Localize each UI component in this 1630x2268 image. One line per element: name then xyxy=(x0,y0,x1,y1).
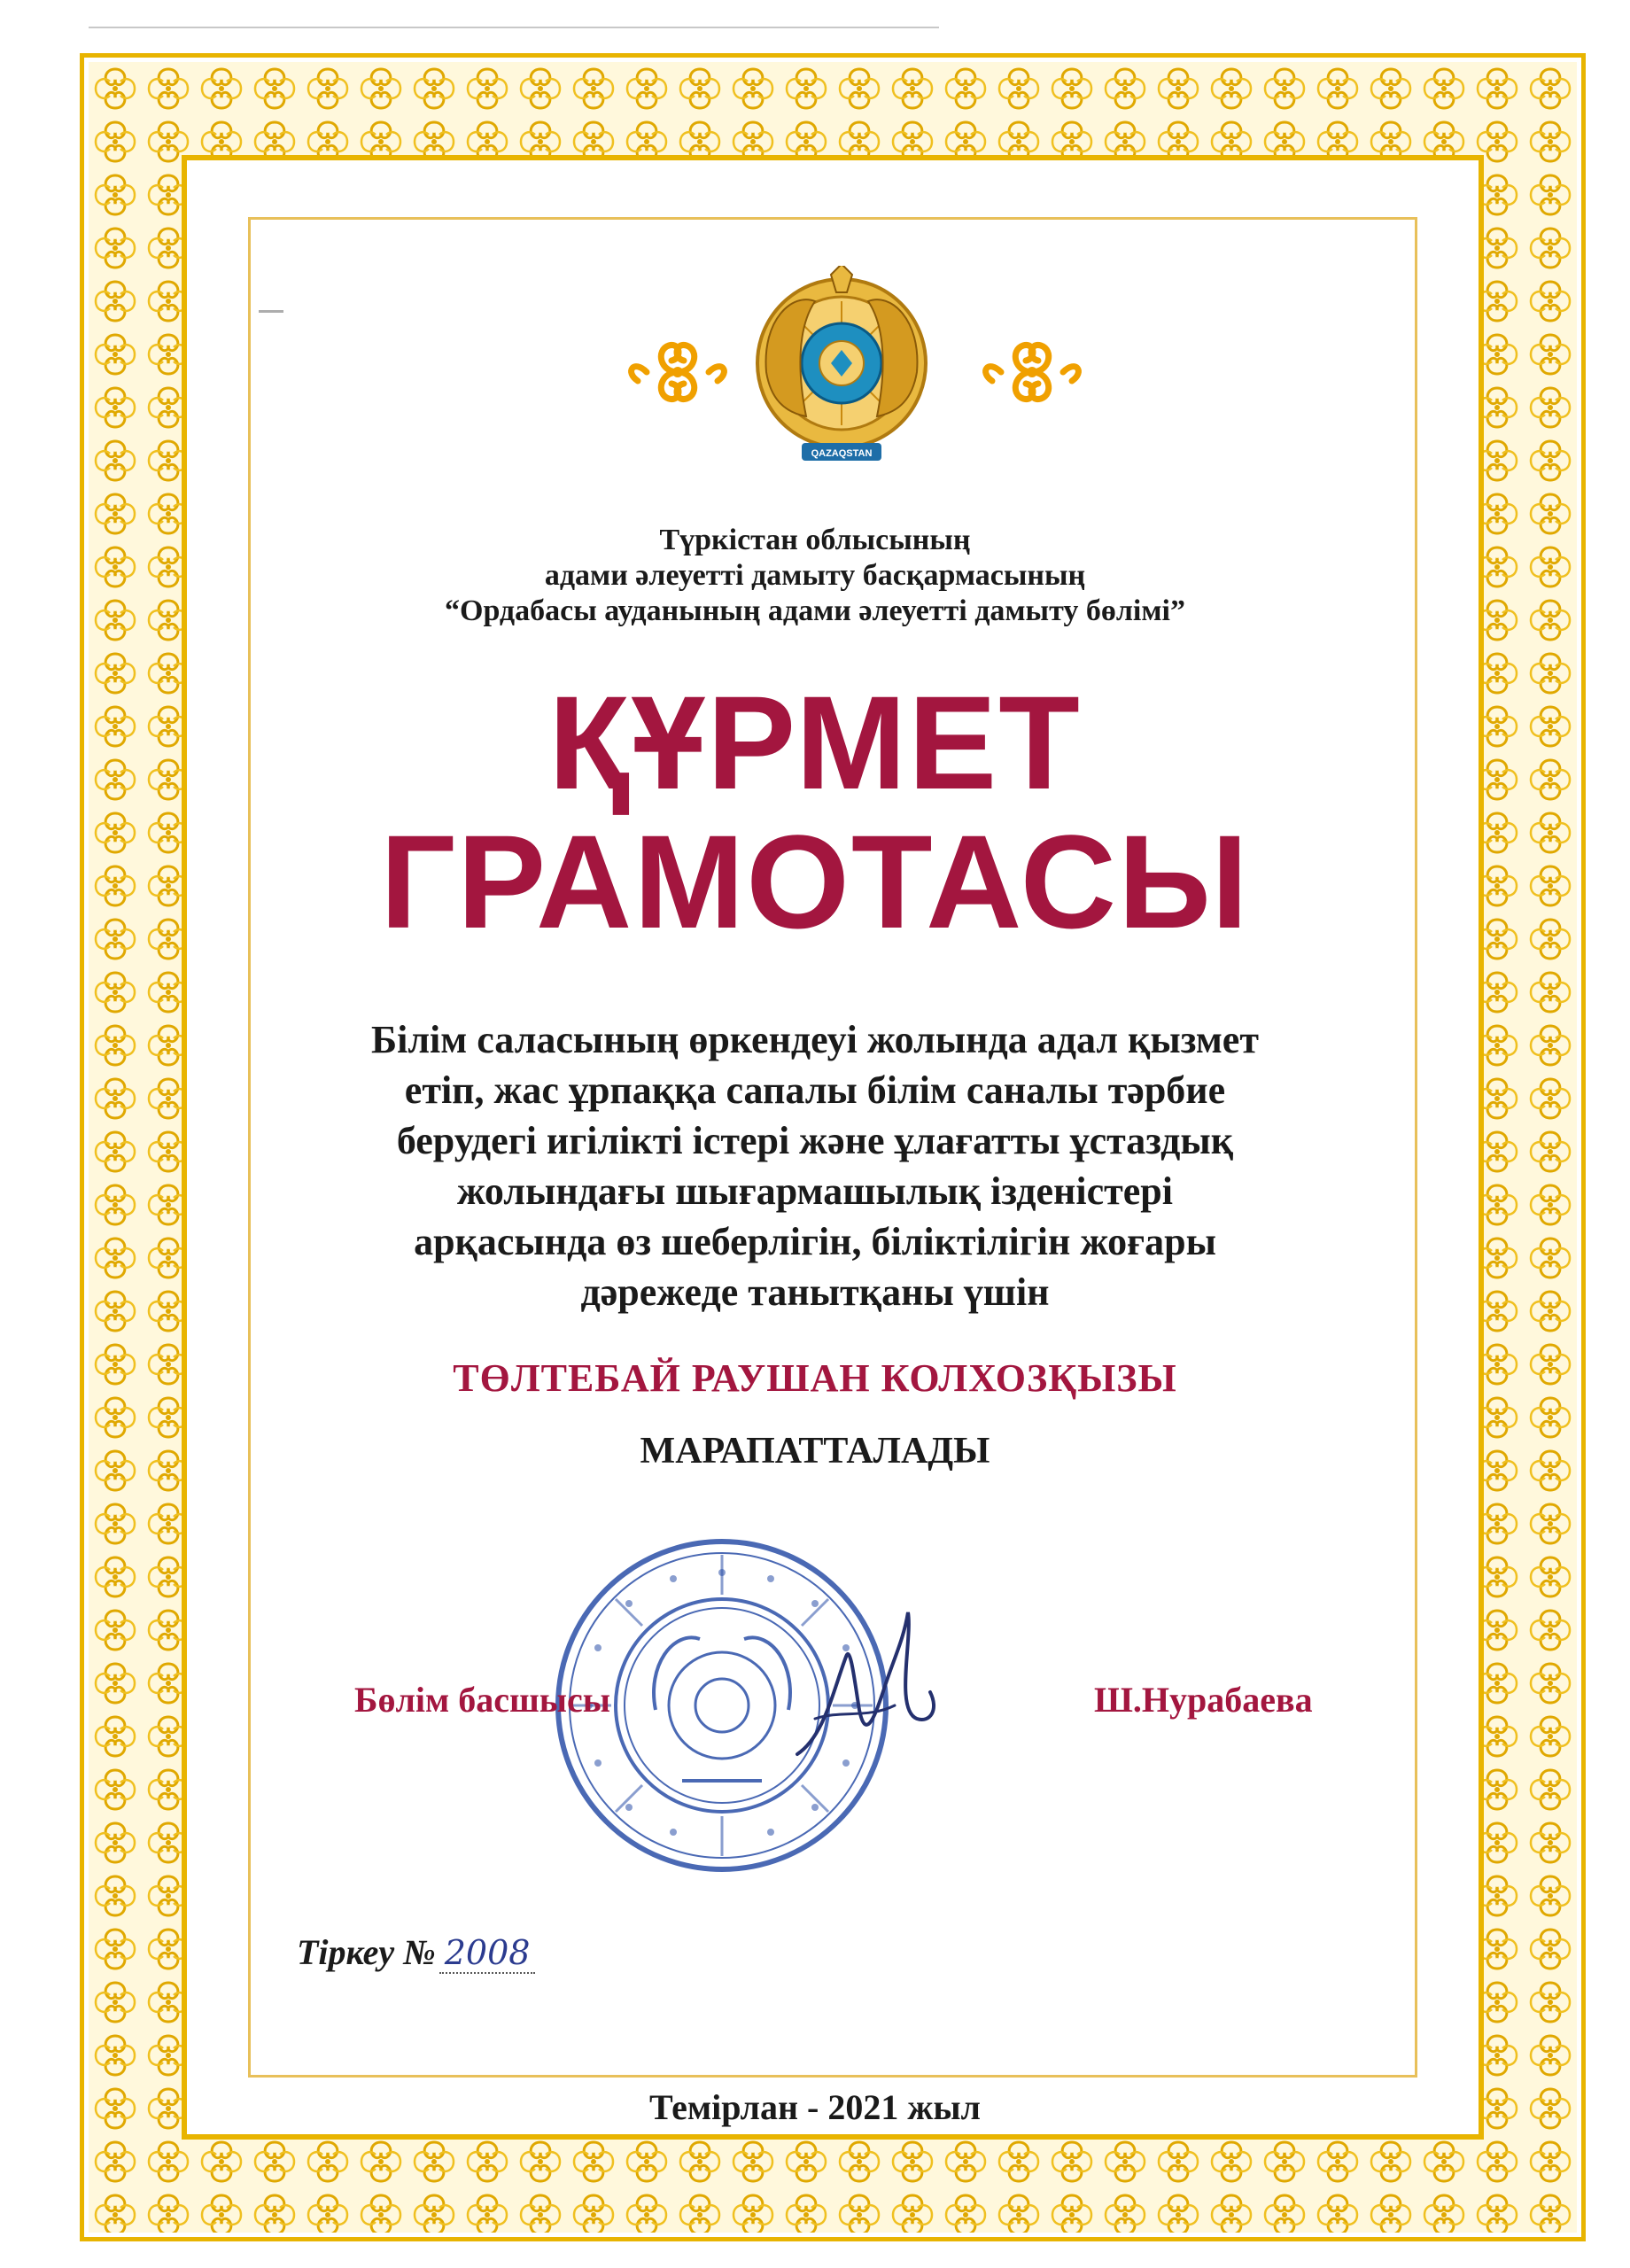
citation-line: берудегі игілікті істері және ұлағатты ұстаздық xyxy=(396,1119,1234,1162)
registration-number xyxy=(297,1931,535,1974)
signatory-name: Ш.Нурабаева xyxy=(1094,1680,1313,1720)
issuing-organization xyxy=(0,523,1630,629)
signatory-position: Бөлім басшысы xyxy=(354,1680,610,1720)
citation-line: дәрежеде танытқаны үшін xyxy=(580,1270,1050,1314)
citation-text xyxy=(0,1014,1630,1317)
awarded-label: МАРАПАТТАЛАДЫ xyxy=(640,1431,990,1472)
place-and-year: Темірлан - 2021 жыл xyxy=(648,2087,981,2127)
left-ornament-icon xyxy=(620,323,735,421)
right-ornament-icon xyxy=(974,323,1090,421)
kazakhstan-emblem-icon xyxy=(753,266,930,478)
registration-label: Тіркеу № xyxy=(297,1932,436,1972)
recipient-name: ТӨЛТЕБАЙ РАУШАН КОЛХОЗҚЫЗЫ xyxy=(453,1356,1177,1400)
citation-line: етіп, жас ұрпаққа сапалы білім саналы тәрбие xyxy=(404,1068,1226,1112)
org-line: Түркістан облысының xyxy=(659,524,971,556)
handwritten-signature xyxy=(762,1586,966,1790)
org-line: “Ордабасы ауданының адами әлеуетті дамыту бөлімі” xyxy=(445,594,1185,627)
emblem-banner-text: QAZAQSTAN xyxy=(811,448,873,459)
registration-value: 2008 xyxy=(439,1933,536,1974)
org-line: адами әлеуетті дамыту басқармасының xyxy=(544,559,1086,592)
citation-line: жолындағы шығармашылық ізденістері xyxy=(457,1169,1173,1213)
certificate-title-line-2: ГРАМОТАСЫ xyxy=(380,807,1250,956)
certificate-title-line-1: ҚҰРМЕТ xyxy=(548,668,1082,817)
citation-line: Білім саласының өркендеуі жолында адал қызмет xyxy=(371,1018,1259,1061)
citation-line: арқасында өз шеберлігін, біліктілігін жоғары xyxy=(414,1220,1216,1263)
scan-edge-line xyxy=(89,27,939,28)
